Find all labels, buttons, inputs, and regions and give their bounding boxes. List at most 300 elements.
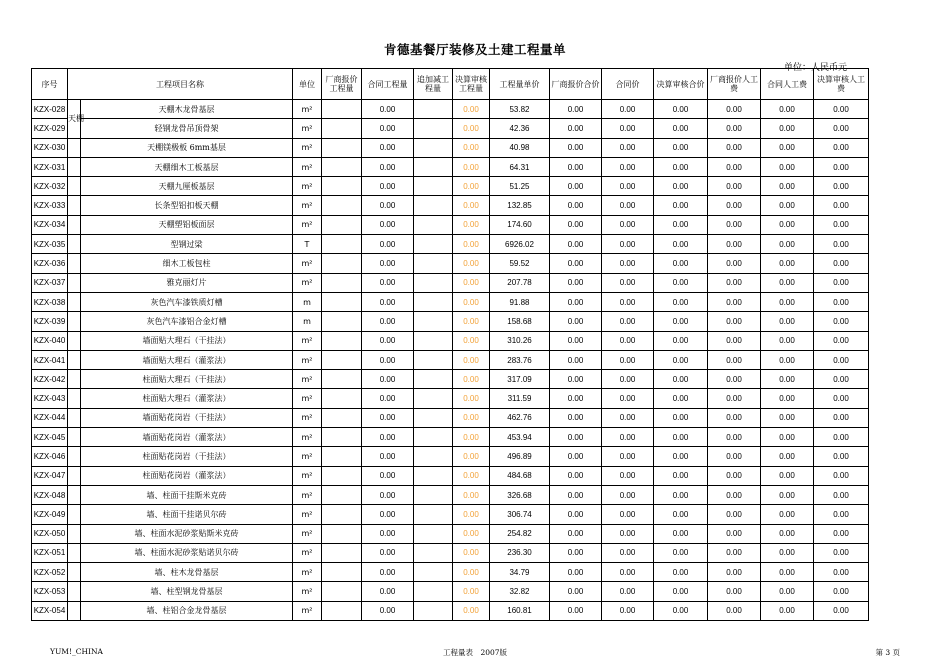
row-final-price: 0.00	[654, 505, 708, 524]
row-code: KZX-045	[32, 428, 68, 447]
row-unit-price: 174.60	[490, 215, 550, 234]
row-final-qty: 0.00	[453, 100, 490, 119]
row-code: KZX-054	[32, 601, 68, 620]
row-contract-qty: 0.00	[362, 119, 414, 138]
row-final-price: 0.00	[654, 389, 708, 408]
row-contract-labor: 0.00	[761, 428, 814, 447]
row-unit: m²	[293, 100, 322, 119]
row-contract-labor: 0.00	[761, 138, 814, 157]
row-vendor-price: 0.00	[550, 331, 602, 350]
category-cell-empty	[68, 215, 81, 234]
row-final-labor: 0.00	[814, 350, 869, 369]
row-contract-qty: 0.00	[362, 196, 414, 215]
row-unit: m²	[293, 273, 322, 292]
row-final-qty: 0.00	[453, 177, 490, 196]
row-vendor-qty	[322, 215, 362, 234]
row-contract-qty: 0.00	[362, 447, 414, 466]
header-vendor-price: 厂商报价合价	[550, 69, 602, 100]
row-unit: T	[293, 235, 322, 254]
header-final-price: 决算审核合价	[654, 69, 708, 100]
row-code: KZX-046	[32, 447, 68, 466]
row-vendor-labor: 0.00	[708, 196, 761, 215]
row-unit: m²	[293, 370, 322, 389]
row-contract-price: 0.00	[602, 138, 654, 157]
row-code: KZX-030	[32, 138, 68, 157]
row-vendor-labor: 0.00	[708, 485, 761, 504]
row-contract-qty: 0.00	[362, 350, 414, 369]
row-vendor-labor: 0.00	[708, 428, 761, 447]
row-vendor-qty	[322, 177, 362, 196]
row-contract-qty: 0.00	[362, 389, 414, 408]
category-cell-empty	[68, 428, 81, 447]
category-cell-empty	[68, 408, 81, 427]
table-row	[32, 428, 869, 447]
row-vendor-price: 0.00	[550, 215, 602, 234]
row-contract-labor: 0.00	[761, 447, 814, 466]
row-code: KZX-037	[32, 273, 68, 292]
row-final-qty: 0.00	[453, 563, 490, 582]
row-add-less-qty	[414, 177, 453, 196]
row-unit-price: 59.52	[490, 254, 550, 273]
row-contract-price: 0.00	[602, 563, 654, 582]
row-final-price: 0.00	[654, 273, 708, 292]
row-contract-qty: 0.00	[362, 292, 414, 311]
row-vendor-qty	[322, 157, 362, 176]
row-contract-qty: 0.00	[362, 563, 414, 582]
row-add-less-qty	[414, 157, 453, 176]
row-final-qty: 0.00	[453, 543, 490, 562]
row-item-name: 柱面贴大理石（干挂法）	[81, 370, 293, 389]
row-unit-price: 6926.02	[490, 235, 550, 254]
row-final-labor: 0.00	[814, 196, 869, 215]
row-vendor-qty	[322, 524, 362, 543]
table-row	[32, 524, 869, 543]
row-item-name: 墙面贴花岗岩（灌浆法）	[81, 428, 293, 447]
row-vendor-labor: 0.00	[708, 524, 761, 543]
row-final-qty: 0.00	[453, 370, 490, 389]
category-cell-empty	[68, 370, 81, 389]
row-contract-price: 0.00	[602, 157, 654, 176]
row-code: KZX-048	[32, 485, 68, 504]
row-final-qty: 0.00	[453, 447, 490, 466]
row-contract-labor: 0.00	[761, 466, 814, 485]
row-vendor-price: 0.00	[550, 292, 602, 311]
header-item-name: 工程项目名称	[68, 69, 293, 100]
row-contract-labor: 0.00	[761, 543, 814, 562]
category-cell-empty	[68, 543, 81, 562]
row-add-less-qty	[414, 563, 453, 582]
row-item-name: 天棚镁极板 6mm基层	[81, 138, 293, 157]
row-add-less-qty	[414, 524, 453, 543]
row-final-labor: 0.00	[814, 254, 869, 273]
row-contract-labor: 0.00	[761, 157, 814, 176]
row-add-less-qty	[414, 273, 453, 292]
row-contract-labor: 0.00	[761, 273, 814, 292]
currency-unit-label: 单位：人民币元	[783, 63, 847, 73]
row-contract-price: 0.00	[602, 524, 654, 543]
row-vendor-qty	[322, 563, 362, 582]
row-code: KZX-053	[32, 582, 68, 601]
row-vendor-qty	[322, 543, 362, 562]
row-add-less-qty	[414, 254, 453, 273]
row-final-price: 0.00	[654, 215, 708, 234]
row-add-less-qty	[414, 582, 453, 601]
row-contract-qty: 0.00	[362, 408, 414, 427]
row-add-less-qty	[414, 466, 453, 485]
row-add-less-qty	[414, 601, 453, 620]
row-final-price: 0.00	[654, 601, 708, 620]
row-item-name: 灰色汽车漆铝合金灯槽	[81, 312, 293, 331]
row-contract-price: 0.00	[602, 100, 654, 119]
row-code: KZX-033	[32, 196, 68, 215]
row-code: KZX-039	[32, 312, 68, 331]
row-final-qty: 0.00	[453, 254, 490, 273]
row-unit: m²	[293, 524, 322, 543]
row-final-price: 0.00	[654, 100, 708, 119]
row-final-labor: 0.00	[814, 524, 869, 543]
row-final-price: 0.00	[654, 292, 708, 311]
row-contract-price: 0.00	[602, 196, 654, 215]
row-contract-qty: 0.00	[362, 312, 414, 331]
category-label: 天棚	[68, 100, 81, 139]
row-vendor-labor: 0.00	[708, 254, 761, 273]
row-final-labor: 0.00	[814, 389, 869, 408]
row-final-price: 0.00	[654, 543, 708, 562]
row-unit-price: 34.79	[490, 563, 550, 582]
row-add-less-qty	[414, 119, 453, 138]
footer-company: YUM!_CHINA	[50, 647, 103, 656]
row-item-name: 墙、柱型钢龙骨基层	[81, 582, 293, 601]
row-add-less-qty	[414, 100, 453, 119]
row-vendor-qty	[322, 331, 362, 350]
table-row	[32, 601, 869, 620]
row-unit: m²	[293, 138, 322, 157]
row-vendor-price: 0.00	[550, 466, 602, 485]
row-item-name: 天棚木龙骨基层	[81, 100, 293, 119]
row-unit: m²	[293, 215, 322, 234]
row-final-price: 0.00	[654, 196, 708, 215]
row-contract-price: 0.00	[602, 177, 654, 196]
row-contract-qty: 0.00	[362, 138, 414, 157]
row-final-price: 0.00	[654, 582, 708, 601]
row-code: KZX-043	[32, 389, 68, 408]
row-final-labor: 0.00	[814, 235, 869, 254]
row-contract-price: 0.00	[602, 350, 654, 369]
row-unit-price: 158.68	[490, 312, 550, 331]
row-vendor-qty	[322, 505, 362, 524]
category-cell-empty	[68, 273, 81, 292]
row-unit: m²	[293, 447, 322, 466]
row-vendor-price: 0.00	[550, 505, 602, 524]
table-header-row	[32, 69, 869, 100]
row-final-price: 0.00	[654, 466, 708, 485]
row-unit-price: 326.68	[490, 485, 550, 504]
row-item-name: 型钢过梁	[81, 235, 293, 254]
table-row	[32, 350, 869, 369]
row-item-name: 柱面贴花岗岩（干挂法）	[81, 447, 293, 466]
row-code: KZX-040	[32, 331, 68, 350]
row-final-labor: 0.00	[814, 428, 869, 447]
row-contract-price: 0.00	[602, 447, 654, 466]
row-vendor-price: 0.00	[550, 524, 602, 543]
row-contract-qty: 0.00	[362, 601, 414, 620]
row-contract-price: 0.00	[602, 582, 654, 601]
row-final-qty: 0.00	[453, 350, 490, 369]
row-code: KZX-042	[32, 370, 68, 389]
header-seq: 序号	[32, 69, 68, 100]
row-unit: m²	[293, 331, 322, 350]
table-row	[32, 389, 869, 408]
row-contract-qty: 0.00	[362, 370, 414, 389]
row-item-name: 墙面贴大理石（干挂法）	[81, 331, 293, 350]
row-final-price: 0.00	[654, 177, 708, 196]
row-unit: m²	[293, 157, 322, 176]
row-code: KZX-050	[32, 524, 68, 543]
row-unit-price: 310.26	[490, 331, 550, 350]
row-contract-labor: 0.00	[761, 350, 814, 369]
row-contract-qty: 0.00	[362, 235, 414, 254]
category-cell-empty	[68, 235, 81, 254]
row-final-price: 0.00	[654, 370, 708, 389]
category-cell-empty	[68, 524, 81, 543]
category-cell-empty	[68, 389, 81, 408]
row-contract-price: 0.00	[602, 543, 654, 562]
row-final-labor: 0.00	[814, 100, 869, 119]
row-final-price: 0.00	[654, 485, 708, 504]
row-final-qty: 0.00	[453, 273, 490, 292]
row-contract-qty: 0.00	[362, 100, 414, 119]
table-row	[32, 505, 869, 524]
row-vendor-labor: 0.00	[708, 119, 761, 138]
row-item-name: 墙面贴大理石（灌浆法）	[81, 350, 293, 369]
row-final-qty: 0.00	[453, 466, 490, 485]
row-vendor-qty	[322, 254, 362, 273]
row-item-name: 墙、柱面水泥砂浆贴诺贝尔砖	[81, 543, 293, 562]
table-row	[32, 485, 869, 504]
row-vendor-qty	[322, 138, 362, 157]
row-vendor-labor: 0.00	[708, 157, 761, 176]
row-contract-price: 0.00	[602, 408, 654, 427]
header-unit-price: 工程量单价	[490, 69, 550, 100]
row-final-price: 0.00	[654, 119, 708, 138]
row-item-name: 天棚细木工板基层	[81, 157, 293, 176]
row-vendor-qty	[322, 350, 362, 369]
row-unit-price: 160.81	[490, 601, 550, 620]
row-unit-price: 236.30	[490, 543, 550, 562]
header-final-qty: 决算审核工程量	[453, 69, 490, 100]
row-unit-price: 283.76	[490, 350, 550, 369]
row-contract-price: 0.00	[602, 601, 654, 620]
row-vendor-price: 0.00	[550, 235, 602, 254]
header-vendor-qty: 厂商报价工程量	[322, 69, 362, 100]
row-final-labor: 0.00	[814, 177, 869, 196]
table-row	[32, 466, 869, 485]
row-add-less-qty	[414, 312, 453, 331]
row-unit: m²	[293, 466, 322, 485]
row-vendor-qty	[322, 447, 362, 466]
row-contract-qty: 0.00	[362, 215, 414, 234]
row-final-labor: 0.00	[814, 505, 869, 524]
row-contract-qty: 0.00	[362, 505, 414, 524]
header-contract-labor: 合同人工费	[761, 69, 814, 100]
row-final-qty: 0.00	[453, 582, 490, 601]
row-final-qty: 0.00	[453, 389, 490, 408]
row-contract-labor: 0.00	[761, 177, 814, 196]
row-unit-price: 311.59	[490, 389, 550, 408]
category-cell-empty	[68, 582, 81, 601]
row-vendor-price: 0.00	[550, 196, 602, 215]
row-add-less-qty	[414, 235, 453, 254]
category-cell-empty	[68, 466, 81, 485]
row-final-labor: 0.00	[814, 543, 869, 562]
row-final-qty: 0.00	[453, 331, 490, 350]
row-item-name: 柱面贴大理石（灌浆法）	[81, 389, 293, 408]
table-row	[32, 370, 869, 389]
row-final-labor: 0.00	[814, 292, 869, 311]
row-code: KZX-041	[32, 350, 68, 369]
row-vendor-qty	[322, 601, 362, 620]
table-row	[32, 543, 869, 562]
row-vendor-labor: 0.00	[708, 505, 761, 524]
row-vendor-price: 0.00	[550, 370, 602, 389]
row-contract-labor: 0.00	[761, 254, 814, 273]
row-final-labor: 0.00	[814, 485, 869, 504]
row-final-labor: 0.00	[814, 119, 869, 138]
table-row	[32, 563, 869, 582]
row-add-less-qty	[414, 292, 453, 311]
footer-form-name: 工程量表 2007版	[442, 648, 508, 657]
row-contract-qty: 0.00	[362, 485, 414, 504]
row-unit: m²	[293, 389, 322, 408]
header-vendor-labor: 厂商报价人工费	[708, 69, 761, 100]
row-unit: m²	[293, 254, 322, 273]
row-item-name: 细木工板包柱	[81, 254, 293, 273]
row-final-price: 0.00	[654, 312, 708, 331]
row-code: KZX-028	[32, 100, 68, 119]
row-vendor-qty	[322, 119, 362, 138]
row-add-less-qty	[414, 215, 453, 234]
row-vendor-labor: 0.00	[708, 408, 761, 427]
row-contract-labor: 0.00	[761, 100, 814, 119]
row-final-qty: 0.00	[453, 524, 490, 543]
row-final-labor: 0.00	[814, 370, 869, 389]
row-final-labor: 0.00	[814, 563, 869, 582]
row-add-less-qty	[414, 331, 453, 350]
row-unit-price: 53.82	[490, 100, 550, 119]
row-contract-price: 0.00	[602, 312, 654, 331]
row-contract-labor: 0.00	[761, 408, 814, 427]
row-vendor-price: 0.00	[550, 157, 602, 176]
row-item-name: 墙、柱面干挂斯米克砖	[81, 485, 293, 504]
row-contract-qty: 0.00	[362, 428, 414, 447]
row-vendor-qty	[322, 389, 362, 408]
row-contract-price: 0.00	[602, 505, 654, 524]
category-cell-empty	[68, 350, 81, 369]
table-row	[32, 177, 869, 196]
row-contract-labor: 0.00	[761, 292, 814, 311]
row-code: KZX-051	[32, 543, 68, 562]
row-code: KZX-047	[32, 466, 68, 485]
table-row	[32, 408, 869, 427]
table-row	[32, 215, 869, 234]
row-unit-price: 317.09	[490, 370, 550, 389]
row-contract-price: 0.00	[602, 254, 654, 273]
table-row	[32, 196, 869, 215]
row-vendor-labor: 0.00	[708, 466, 761, 485]
row-add-less-qty	[414, 505, 453, 524]
row-vendor-price: 0.00	[550, 350, 602, 369]
row-final-labor: 0.00	[814, 466, 869, 485]
row-contract-price: 0.00	[602, 273, 654, 292]
row-item-name: 雅克丽灯片	[81, 273, 293, 292]
row-unit: m²	[293, 563, 322, 582]
row-unit-price: 42.36	[490, 119, 550, 138]
row-final-price: 0.00	[654, 254, 708, 273]
row-final-qty: 0.00	[453, 157, 490, 176]
row-contract-price: 0.00	[602, 292, 654, 311]
row-unit-price: 51.25	[490, 177, 550, 196]
row-contract-qty: 0.00	[362, 177, 414, 196]
row-vendor-qty	[322, 235, 362, 254]
row-vendor-qty	[322, 312, 362, 331]
header-add-less-qty: 追加减工程量	[414, 69, 453, 100]
row-final-price: 0.00	[654, 350, 708, 369]
row-vendor-price: 0.00	[550, 312, 602, 331]
row-vendor-qty	[322, 582, 362, 601]
row-final-qty: 0.00	[453, 119, 490, 138]
row-unit: m²	[293, 408, 322, 427]
row-final-qty: 0.00	[453, 215, 490, 234]
row-unit: m²	[293, 428, 322, 447]
row-final-qty: 0.00	[453, 428, 490, 447]
row-unit: m²	[293, 505, 322, 524]
row-vendor-qty	[322, 370, 362, 389]
row-code: KZX-035	[32, 235, 68, 254]
row-vendor-labor: 0.00	[708, 543, 761, 562]
row-contract-price: 0.00	[602, 389, 654, 408]
row-contract-labor: 0.00	[761, 582, 814, 601]
row-final-qty: 0.00	[453, 312, 490, 331]
row-item-name: 天棚塑铝板面层	[81, 215, 293, 234]
row-vendor-price: 0.00	[550, 408, 602, 427]
table-row	[32, 292, 869, 311]
table-row	[32, 254, 869, 273]
row-final-qty: 0.00	[453, 292, 490, 311]
row-code: KZX-052	[32, 563, 68, 582]
row-item-name: 墙、柱铝合金龙骨基层	[81, 601, 293, 620]
row-vendor-price: 0.00	[550, 428, 602, 447]
row-unit-price: 32.82	[490, 582, 550, 601]
row-final-qty: 0.00	[453, 485, 490, 504]
table-row	[32, 157, 869, 176]
row-unit: m²	[293, 485, 322, 504]
category-cell-empty	[68, 563, 81, 582]
row-contract-price: 0.00	[602, 370, 654, 389]
table-row	[32, 312, 869, 331]
row-code: KZX-034	[32, 215, 68, 234]
row-code: KZX-032	[32, 177, 68, 196]
row-final-qty: 0.00	[453, 235, 490, 254]
category-cell-empty	[68, 447, 81, 466]
category-cell-empty	[68, 196, 81, 215]
row-code: KZX-044	[32, 408, 68, 427]
header-unit: 单位	[293, 69, 322, 100]
row-unit: m²	[293, 177, 322, 196]
row-item-name: 轻钢龙骨吊顶骨架	[81, 119, 293, 138]
row-vendor-labor: 0.00	[708, 350, 761, 369]
row-unit-price: 64.31	[490, 157, 550, 176]
row-contract-price: 0.00	[602, 466, 654, 485]
